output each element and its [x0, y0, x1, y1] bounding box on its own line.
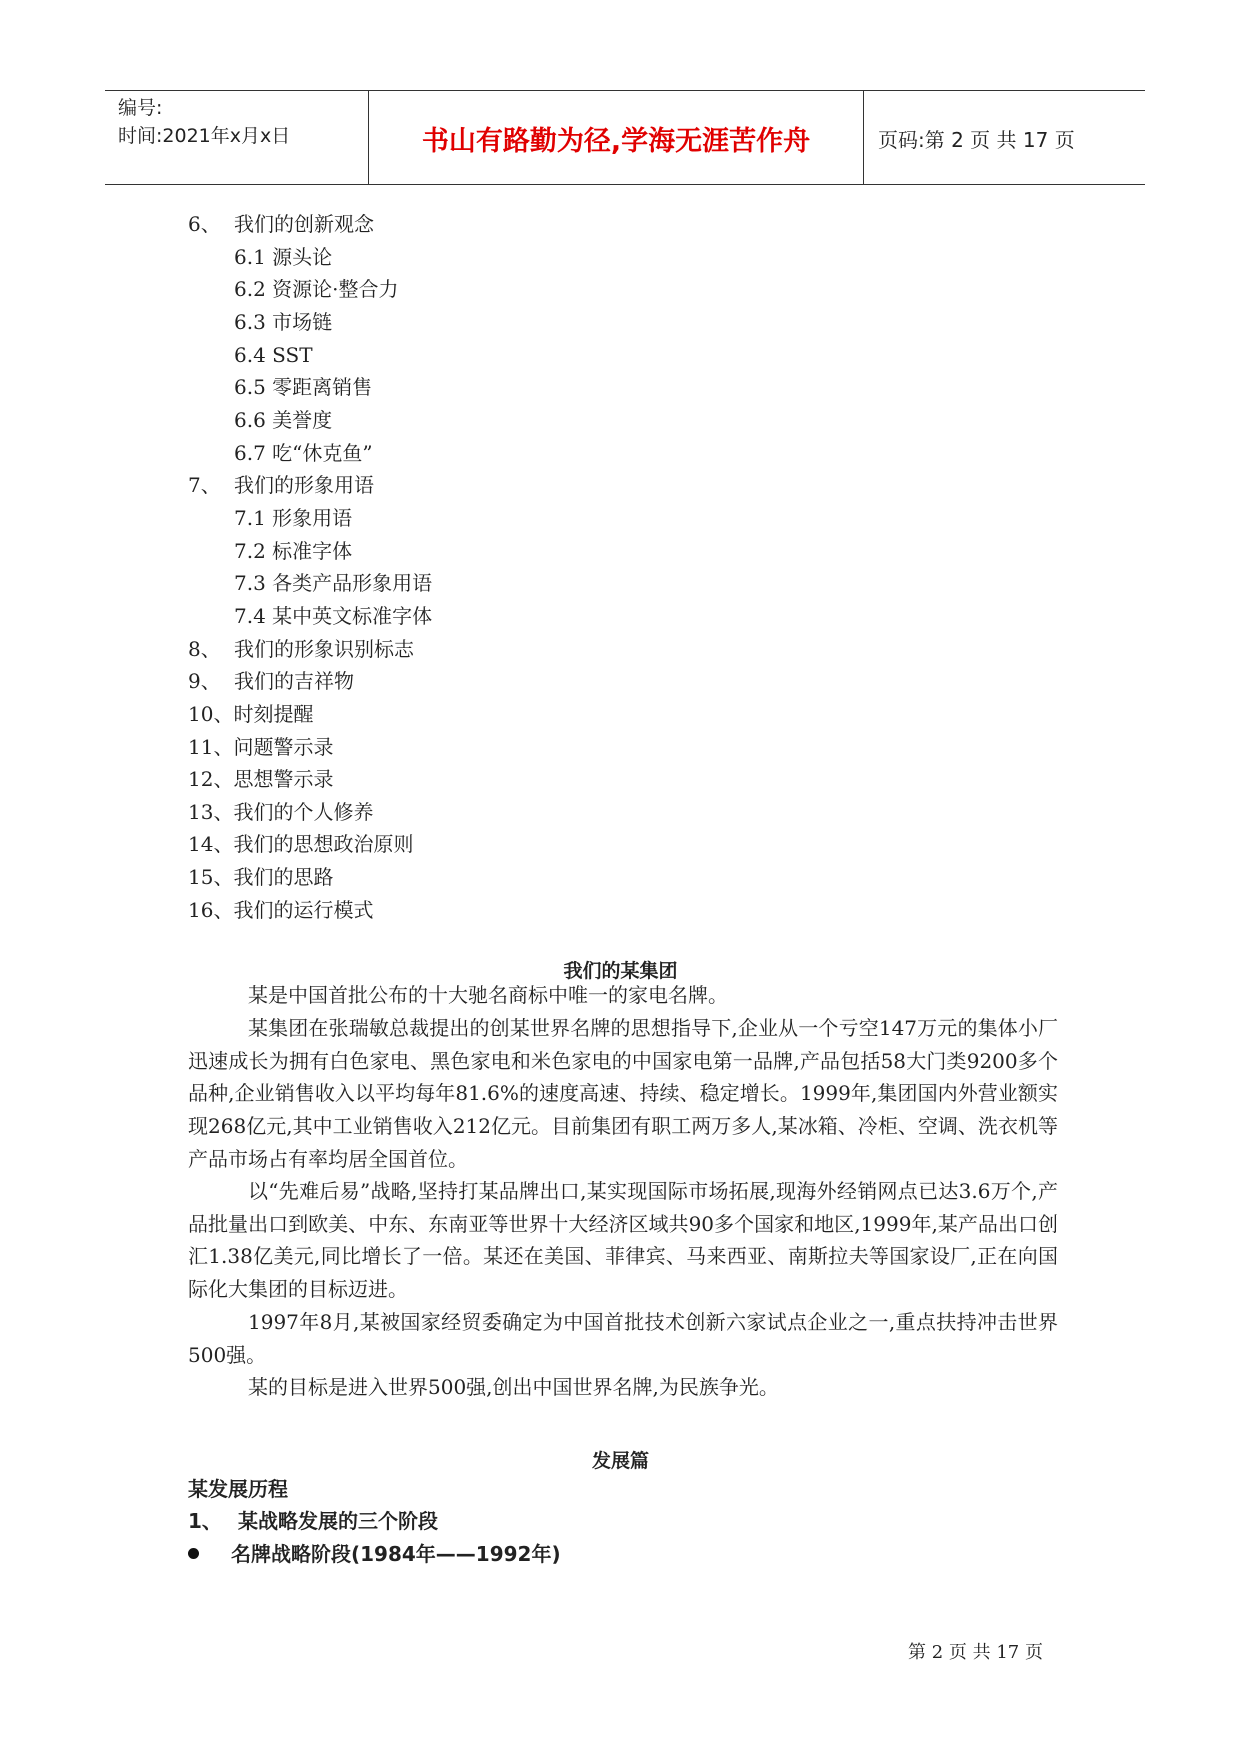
toc-subitem: 6.5 零距离销售	[234, 375, 373, 399]
list-item	[188, 1509, 438, 1533]
toc-text: 我们的吉祥物	[234, 669, 354, 693]
section-title: 我们的某集团	[563, 960, 678, 982]
toc-index: 9、	[188, 669, 221, 693]
toc-subitem: 6.7 吃“休克鱼”	[234, 441, 373, 465]
paragraph: 某是中国首批公布的十大驰名商标中唯一的家电名牌。	[248, 983, 728, 1007]
toc-item	[188, 637, 414, 661]
toc-item	[188, 212, 374, 236]
paragraph: 某集团在张瑞敏总裁提出的创某世界名牌的思想指导下,企业从一个亏空147万元的集体小厂迅速成长为拥有白色家电、黑色家电和米色家电的中国家电第一品牌,产品包括58大门类9200多个品种,企业销售收入以平均每年81.6%的速度高速、持续、稳定增长。1999年,集团国内外营业额实现268亿元,其中工业销售收入212亿元。目前集团有职工两万多人,某冰箱、冷柜、空调、洗衣机等产品市场占有率均居全国首位。	[188, 1016, 1058, 1171]
header-time-label: 时间:2021年x月x日	[118, 125, 291, 147]
toc-item: 13、我们的个人修养	[188, 800, 374, 824]
toc-item: 11、问题警示录	[188, 735, 334, 759]
paragraph: 1997年8月,某被国家经贸委确定为中国首批技术创新六家试点企业之一,重点扶持冲击世界500强。	[188, 1310, 1058, 1367]
list-text: 某战略发展的三个阶段	[238, 1509, 438, 1533]
toc-index: 8、	[188, 637, 221, 661]
toc-index: 6、	[188, 212, 221, 236]
bullet-item	[188, 1542, 561, 1566]
toc-item: 15、我们的思路	[188, 865, 334, 889]
paragraph: 以“先难后易”战略,坚持打某品牌出口,某实现国际市场拓展,现海外经销网点已达3.6万个,产品批量出口到欧美、中东、东南亚等世界十大经济区域共90多个国家和地区,1999年,某产品出口创汇1.38亿美元,同比增长了一倍。某还在美国、菲律宾、马来西亚、南斯拉夫等国家设厂,正在向国际化大集团的目标迈进。	[188, 1179, 1058, 1302]
toc-subitem: 7.4 某中英文标准字体	[234, 604, 433, 628]
section-title: 发展篇	[591, 1450, 649, 1472]
page-header	[105, 90, 1145, 185]
page-footer: 第 2 页 共 17 页	[908, 1642, 1043, 1663]
toc-subitem: 6.1 源头论	[234, 245, 333, 269]
toc-subitem: 7.2 标准字体	[234, 539, 353, 563]
paragraph: 某的目标是进入世界500强,创出中国世界名牌,为民族争光。	[248, 1375, 779, 1399]
bullet-icon	[188, 1548, 199, 1559]
header-left-cell	[105, 91, 367, 184]
toc-item: 14、我们的思想政治原则	[188, 832, 414, 856]
toc-subitem: 6.2 资源论·整合力	[234, 277, 399, 301]
header-page-label: 页码:第 2 页 共 17 页	[878, 128, 1075, 152]
bullet-text: 名牌战略阶段(1984年——1992年)	[231, 1542, 561, 1566]
toc-subitem: 7.3 各类产品形象用语	[234, 571, 433, 595]
header-right-cell	[864, 91, 1145, 184]
toc-index: 7、	[188, 473, 221, 497]
toc-subitem: 6.6 美誉度	[234, 408, 333, 432]
toc-subitem: 6.3 市场链	[234, 310, 333, 334]
header-number-label: 编号:	[118, 97, 163, 119]
toc-item: 10、时刻提醒	[188, 702, 314, 726]
toc-text: 我们的形象识别标志	[234, 637, 414, 661]
section-subtitle: 某发展历程	[188, 1477, 288, 1501]
toc-text: 我们的形象用语	[234, 473, 374, 497]
toc-subitem: 6.4 SST	[234, 343, 313, 367]
toc-item	[188, 473, 374, 497]
toc-item: 12、思想警示录	[188, 767, 334, 791]
toc-text: 我们的创新观念	[234, 212, 374, 236]
list-index: 1、	[188, 1509, 222, 1533]
toc-item: 16、我们的运行模式	[188, 898, 374, 922]
toc-item	[188, 669, 354, 693]
header-center-cell	[368, 91, 864, 184]
header-motto: 书山有路勤为径,学海无涯苦作舟	[421, 126, 811, 157]
toc-subitem: 7.1 形象用语	[234, 506, 353, 530]
